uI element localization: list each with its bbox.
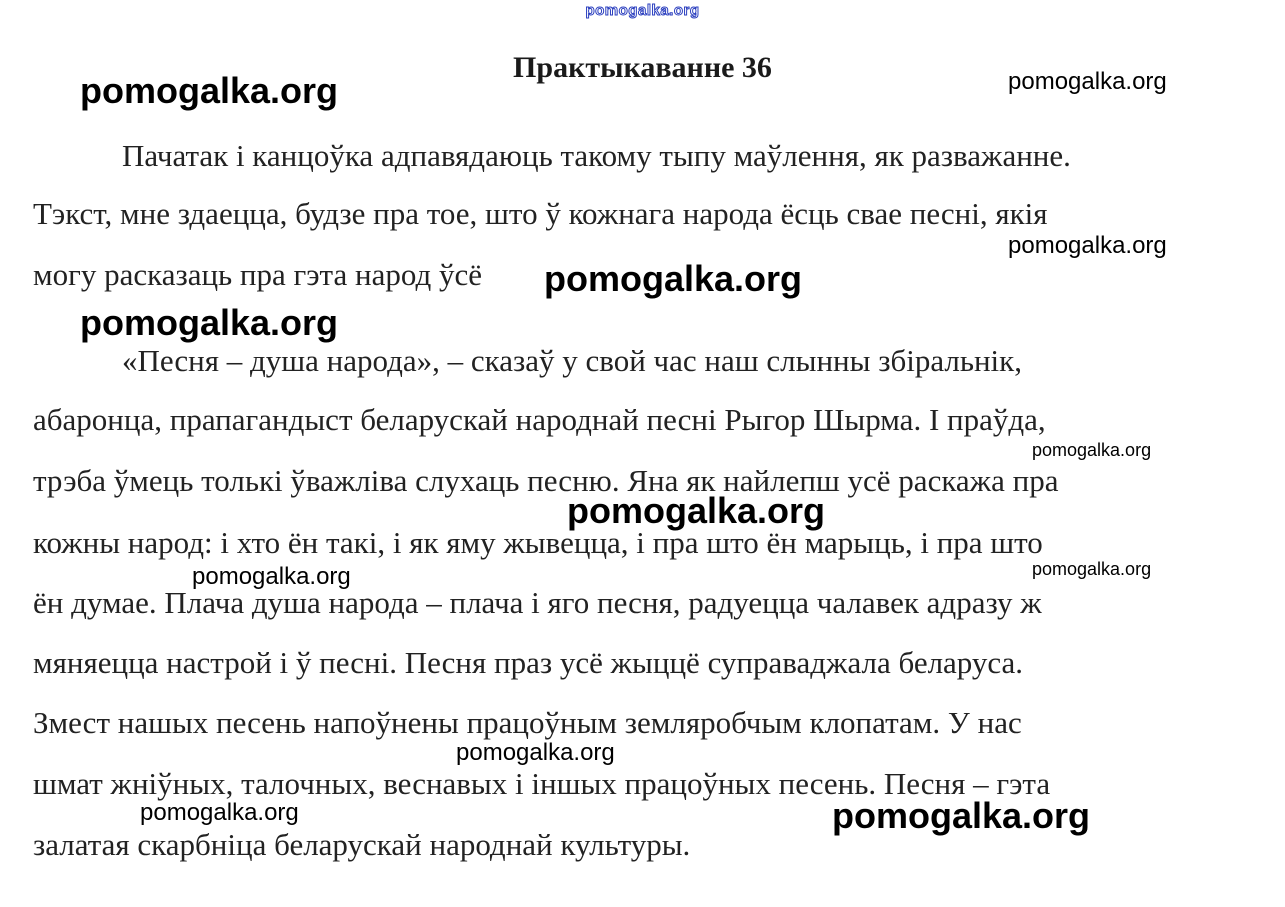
text-line-7: кожны народ: і хто ён такі, і як яму жывецца, і пра што ён марыць, і пра што xyxy=(33,525,1043,560)
watermark: pomogalka.org xyxy=(1032,440,1152,460)
exercise-title: Практыкаванне 36 xyxy=(513,51,772,84)
text-line-6: трэба ўмець толькі ўважліва слухаць песню. Яна як найлепш усё раскажа пра xyxy=(33,463,1059,498)
watermark: pomogalka.org xyxy=(1008,68,1167,95)
text-line-3: могу расказаць пра гэта народ ўсё xyxy=(33,257,482,292)
text-line-9: мяняецца настрой і ў песні. Песня праз усё жыццё суправаджала беларуса. xyxy=(33,645,1024,680)
text-line-12: залатая скарбніца беларускай народнай культуры. xyxy=(33,827,691,862)
text-line-11: шмат жніўных, талочных, веснавых і іншых працоўных песень. Песня – гэта xyxy=(33,766,1051,801)
watermark: pomogalka.org xyxy=(1008,232,1167,259)
watermark: pomogalka.org xyxy=(140,799,299,826)
watermark: pomogalka.org xyxy=(80,302,339,343)
watermark: pomogalka.org xyxy=(832,795,1091,836)
text-line-10: Змест нашых песень напоўнены працоўным земляробчым клопатам. У нас xyxy=(33,705,1022,740)
site-link[interactable]: pomogalka.org xyxy=(585,2,700,19)
text-line-8: ён думае. Плача душа народа – плача і яго песня, радуецца чалавек адразу ж xyxy=(33,585,1042,620)
watermark: pomogalka.org xyxy=(80,70,339,111)
watermark: pomogalka.org xyxy=(567,490,826,531)
text-line-4: «Песня – душа народа», – сказаў у свой час наш слынны збіральнік, xyxy=(122,343,1022,378)
text-line-5: абаронца, прапагандыст беларускай народнай песні Рыгор Шырма. І праўда, xyxy=(33,402,1046,437)
watermark: pomogalka.org xyxy=(192,563,351,590)
text-line-2: Тэкст, мне здаецца, будзе пра тое, што ў кожнага народа ёсць свае песні, якія xyxy=(33,196,1048,231)
watermark: pomogalka.org xyxy=(544,258,803,299)
watermark: pomogalka.org xyxy=(456,739,615,766)
text-line-1: Пачатак і канцоўка адпавядаюць такому тыпу маўлення, як разважанне. xyxy=(122,138,1071,173)
watermark: pomogalka.org xyxy=(1032,559,1152,579)
